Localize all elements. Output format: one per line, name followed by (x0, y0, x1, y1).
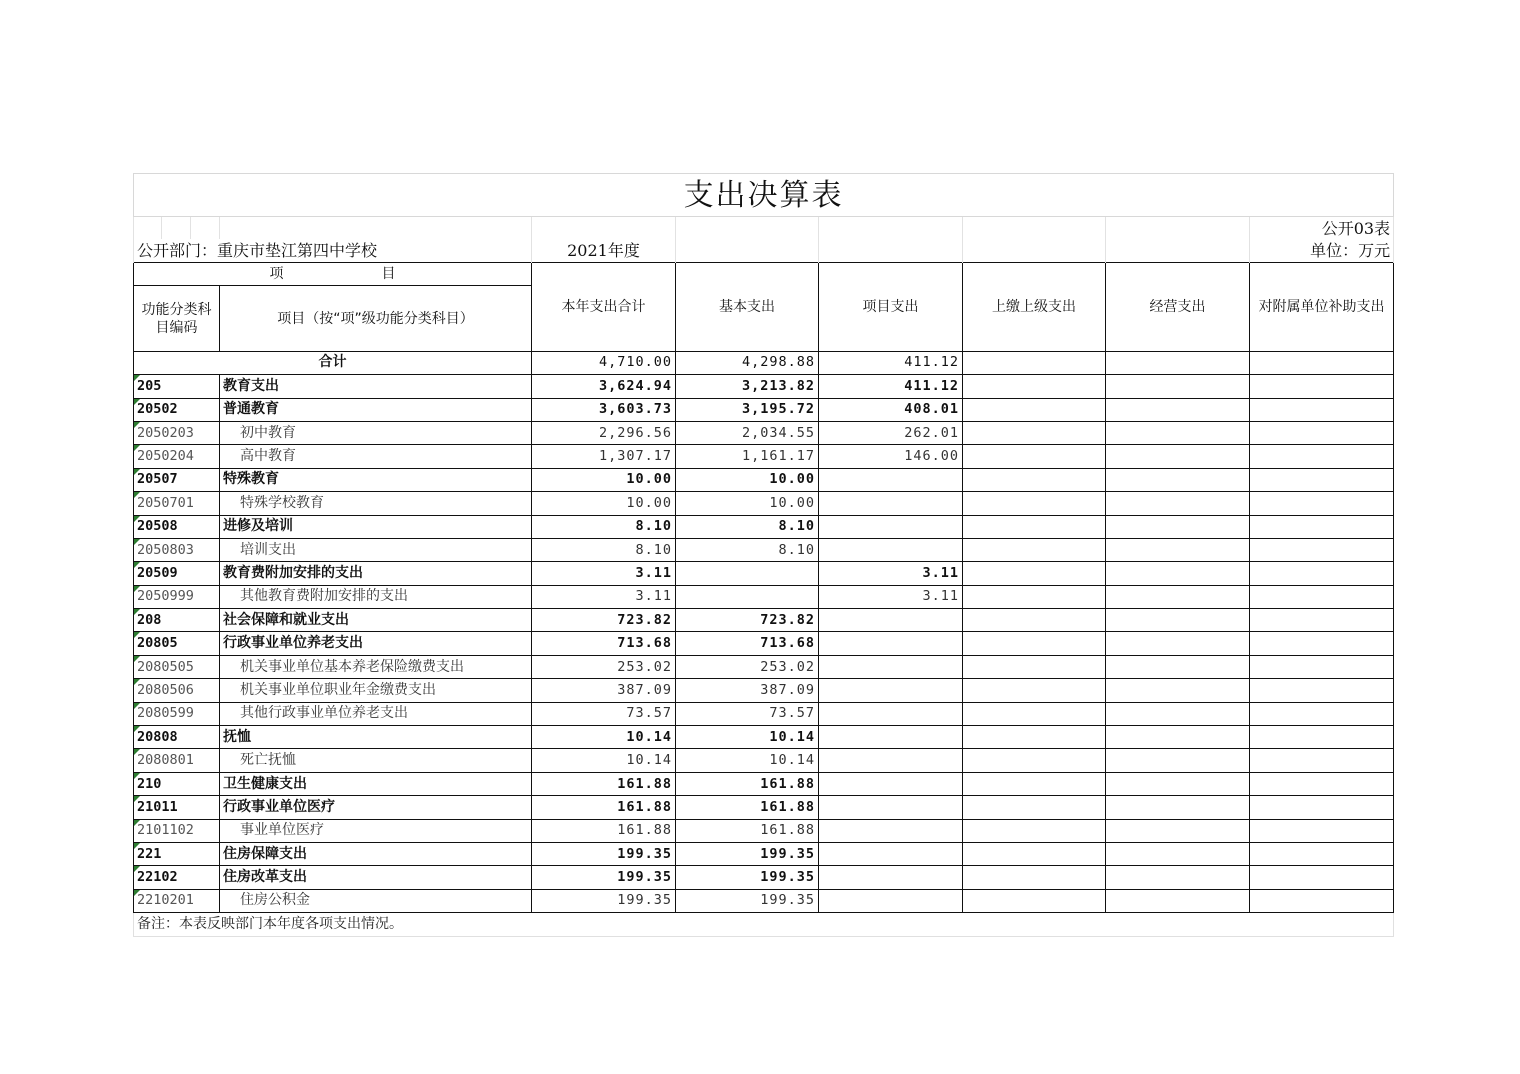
subject-code: 2101102 (134, 819, 220, 842)
subject-code: 22102 (134, 866, 220, 889)
header-project-group: 项 目 (134, 262, 532, 286)
amount-cell (1106, 492, 1250, 515)
subject-name (220, 538, 532, 561)
amount-cell (1250, 796, 1394, 819)
amount-cell (1106, 445, 1250, 468)
subject-name-text: 培训支出 (240, 541, 296, 558)
table-row (134, 819, 1394, 842)
amount-cell (963, 538, 1106, 561)
subject-name-text: 机关事业单位基本养老保险缴费支出 (240, 658, 464, 675)
subject-code: 20509 (134, 562, 220, 585)
amount-cell (819, 702, 963, 725)
amount-cell: 10.14 (532, 749, 676, 772)
amount-cell (963, 375, 1106, 398)
table-row (134, 796, 1394, 819)
table-row (134, 398, 1394, 421)
subject-name (220, 585, 532, 608)
amount-cell (1106, 889, 1250, 912)
table-row (134, 889, 1394, 912)
subject-name-text: 普通教育 (223, 401, 279, 418)
total-value (1106, 351, 1250, 374)
amount-cell (963, 655, 1106, 678)
subject-code: 2050701 (134, 492, 220, 515)
amount-cell (1250, 842, 1394, 865)
amount-cell: 2,034.55 (676, 421, 819, 444)
amount-cell: 3,195.72 (676, 398, 819, 421)
table-number: 公开03表 (1250, 217, 1394, 240)
table-row (134, 702, 1394, 725)
subject-code: 2210201 (134, 889, 220, 912)
table-row (134, 375, 1394, 398)
amount-cell (1250, 702, 1394, 725)
amount-cell: 3.11 (819, 562, 963, 585)
amount-cell (1106, 772, 1250, 795)
subject-name (220, 702, 532, 725)
subject-name-text: 行政事业单位医疗 (223, 798, 335, 815)
table-row (134, 749, 1394, 772)
table-row (134, 726, 1394, 749)
amount-cell (1106, 726, 1250, 749)
amount-cell: 199.35 (532, 866, 676, 889)
amount-cell: 10.00 (676, 468, 819, 491)
header-name-column: 项目（按“项”级功能分类科目） (220, 286, 532, 351)
subject-code: 2050999 (134, 585, 220, 608)
amount-cell (1106, 819, 1250, 842)
amount-cell: 10.00 (532, 468, 676, 491)
amount-cell (1106, 796, 1250, 819)
amount-cell: 199.35 (676, 866, 819, 889)
subject-name (220, 445, 532, 468)
subject-name-text: 机关事业单位职业年金缴费支出 (240, 681, 436, 698)
amount-cell: 199.35 (676, 842, 819, 865)
amount-cell (1250, 772, 1394, 795)
header-project-expense: 项目支出 (819, 262, 963, 351)
subject-code: 205 (134, 375, 220, 398)
amount-cell (819, 492, 963, 515)
subject-name-text: 抚恤 (223, 728, 251, 745)
amount-cell (1106, 749, 1250, 772)
table-row (134, 538, 1394, 561)
amount-cell (963, 889, 1106, 912)
total-row (134, 351, 1394, 374)
amount-cell (1250, 492, 1394, 515)
footnote: 备注：本表反映部门本年度各项支出情况。 (134, 913, 1394, 936)
subject-name-text: 特殊学校教育 (240, 494, 324, 511)
amount-cell (1250, 889, 1394, 912)
amount-cell (1250, 632, 1394, 655)
amount-cell (1250, 679, 1394, 702)
subject-code: 2050803 (134, 538, 220, 561)
amount-cell: 161.88 (676, 772, 819, 795)
subject-name-text: 社会保障和就业支出 (223, 611, 349, 628)
amount-cell (1250, 468, 1394, 491)
amount-cell (1106, 515, 1250, 538)
subject-name (220, 866, 532, 889)
subject-name (220, 889, 532, 912)
amount-cell: 2,296.56 (532, 421, 676, 444)
amount-cell (1106, 655, 1250, 678)
table-row (134, 655, 1394, 678)
amount-cell (963, 421, 1106, 444)
subject-code: 210 (134, 772, 220, 795)
subject-name-text: 进修及培训 (223, 518, 293, 535)
amount-cell: 161.88 (532, 819, 676, 842)
amount-cell: 253.02 (676, 655, 819, 678)
department-label: 公开部门：重庆市垫江第四中学校 (134, 239, 532, 262)
amount-cell: 8.10 (532, 515, 676, 538)
subject-name-text: 特殊教育 (223, 471, 279, 488)
amount-cell (819, 655, 963, 678)
subject-name-text: 教育支出 (223, 377, 279, 394)
amount-cell (1250, 398, 1394, 421)
amount-cell (819, 772, 963, 795)
page-title: 支出决算表 (134, 174, 1394, 217)
amount-cell: 161.88 (532, 772, 676, 795)
subject-code: 20808 (134, 726, 220, 749)
table-row (134, 468, 1394, 491)
amount-cell: 1,307.17 (532, 445, 676, 468)
amount-cell (819, 679, 963, 702)
subject-name (220, 796, 532, 819)
amount-cell: 199.35 (532, 842, 676, 865)
amount-cell (1106, 702, 1250, 725)
amount-cell (819, 726, 963, 749)
amount-cell (819, 889, 963, 912)
amount-cell (1106, 679, 1250, 702)
subject-name (220, 562, 532, 585)
amount-cell (1106, 538, 1250, 561)
amount-cell: 3.11 (819, 585, 963, 608)
subject-code: 2050204 (134, 445, 220, 468)
subject-name (220, 819, 532, 842)
amount-cell: 10.00 (676, 492, 819, 515)
subject-name-text: 其他行政事业单位养老支出 (240, 705, 408, 722)
amount-cell: 387.09 (532, 679, 676, 702)
subject-name (220, 609, 532, 632)
amount-cell: 408.01 (819, 398, 963, 421)
amount-cell (963, 702, 1106, 725)
table-row (134, 562, 1394, 585)
unit-label: 单位：万元 (1250, 239, 1394, 262)
subject-name-text: 住房保障支出 (223, 845, 307, 862)
subject-code: 221 (134, 842, 220, 865)
expenditure-table (133, 173, 1394, 937)
amount-cell (963, 632, 1106, 655)
subject-name-text: 行政事业单位养老支出 (223, 635, 363, 652)
amount-cell: 411.12 (819, 375, 963, 398)
subject-name-text: 住房公积金 (240, 892, 310, 909)
subject-code: 20502 (134, 398, 220, 421)
amount-cell (1106, 562, 1250, 585)
amount-cell (1250, 421, 1394, 444)
amount-cell (963, 445, 1106, 468)
subject-name-text: 其他教育费附加安排的支出 (240, 588, 408, 605)
amount-cell (1106, 609, 1250, 632)
amount-cell (819, 819, 963, 842)
subject-name-text: 卫生健康支出 (223, 775, 307, 792)
amount-cell (963, 796, 1106, 819)
amount-cell: 723.82 (532, 609, 676, 632)
subject-name (220, 726, 532, 749)
amount-cell: 146.00 (819, 445, 963, 468)
amount-cell (963, 515, 1106, 538)
header-code-column: 功能分类科目编码 (134, 286, 220, 351)
subject-code: 2080801 (134, 749, 220, 772)
subject-name (220, 679, 532, 702)
amount-cell: 199.35 (532, 889, 676, 912)
table-row (134, 866, 1394, 889)
subject-name-text: 住房改革支出 (223, 869, 307, 886)
amount-cell (819, 749, 963, 772)
amount-cell (963, 562, 1106, 585)
amount-cell (1250, 515, 1394, 538)
amount-cell (963, 609, 1106, 632)
amount-cell (1250, 819, 1394, 842)
table-row (134, 609, 1394, 632)
amount-cell: 8.10 (676, 538, 819, 561)
subject-name-text: 教育费附加安排的支出 (223, 564, 363, 581)
amount-cell: 10.14 (676, 726, 819, 749)
subject-code: 21011 (134, 796, 220, 819)
subject-name (220, 421, 532, 444)
table-row (134, 445, 1394, 468)
amount-cell (676, 585, 819, 608)
subject-name (220, 749, 532, 772)
amount-cell (963, 398, 1106, 421)
subject-name-text: 高中教育 (240, 448, 296, 465)
amount-cell (1250, 749, 1394, 772)
subject-name-text: 事业单位医疗 (240, 822, 324, 839)
subject-code: 208 (134, 609, 220, 632)
amount-cell (819, 538, 963, 561)
header-subsidy-expense: 对附属单位补助支出 (1250, 262, 1394, 351)
amount-cell (1106, 842, 1250, 865)
fiscal-year: 2021年度 (532, 239, 676, 262)
subject-name (220, 398, 532, 421)
amount-cell: 713.68 (676, 632, 819, 655)
amount-cell (1106, 375, 1250, 398)
subject-code: 2080506 (134, 679, 220, 702)
amount-cell (1250, 538, 1394, 561)
amount-cell (1250, 445, 1394, 468)
table-row (134, 515, 1394, 538)
total-value (1250, 351, 1394, 374)
total-label: 合计 (134, 351, 532, 374)
subject-code: 2080505 (134, 655, 220, 678)
amount-cell (1106, 585, 1250, 608)
subject-name (220, 842, 532, 865)
amount-cell: 10.14 (676, 749, 819, 772)
subject-name (220, 375, 532, 398)
amount-cell (963, 492, 1106, 515)
amount-cell (819, 515, 963, 538)
amount-cell: 1,161.17 (676, 445, 819, 468)
amount-cell: 8.10 (676, 515, 819, 538)
amount-cell (1106, 421, 1250, 444)
amount-cell (963, 772, 1106, 795)
amount-cell: 3,603.73 (532, 398, 676, 421)
total-value: 411.12 (819, 351, 963, 374)
subject-name-text: 死亡抚恤 (240, 752, 296, 769)
amount-cell: 3,213.82 (676, 375, 819, 398)
amount-cell (963, 749, 1106, 772)
amount-cell: 3.11 (532, 562, 676, 585)
amount-cell (819, 468, 963, 491)
amount-cell (963, 468, 1106, 491)
subject-name (220, 468, 532, 491)
amount-cell: 161.88 (676, 819, 819, 842)
amount-cell (1106, 866, 1250, 889)
table-row (134, 585, 1394, 608)
total-value: 4,298.88 (676, 351, 819, 374)
table-row (134, 492, 1394, 515)
amount-cell: 8.10 (532, 538, 676, 561)
amount-cell (1250, 655, 1394, 678)
amount-cell (819, 796, 963, 819)
subject-name (220, 492, 532, 515)
amount-cell: 10.14 (532, 726, 676, 749)
header-operating-expense: 经营支出 (1106, 262, 1250, 351)
subject-code: 2050203 (134, 421, 220, 444)
amount-cell (819, 632, 963, 655)
amount-cell: 73.57 (532, 702, 676, 725)
amount-cell (1250, 866, 1394, 889)
subject-code: 2080599 (134, 702, 220, 725)
subject-name-text: 初中教育 (240, 424, 296, 441)
subject-name (220, 772, 532, 795)
total-value: 4,710.00 (532, 351, 676, 374)
amount-cell (1106, 632, 1250, 655)
amount-cell (819, 842, 963, 865)
subject-code: 20507 (134, 468, 220, 491)
amount-cell (963, 842, 1106, 865)
table-row (134, 842, 1394, 865)
table-row (134, 679, 1394, 702)
amount-cell (819, 866, 963, 889)
amount-cell: 10.00 (532, 492, 676, 515)
amount-cell: 3,624.94 (532, 375, 676, 398)
amount-cell (963, 726, 1106, 749)
amount-cell (1250, 609, 1394, 632)
amount-cell: 3.11 (532, 585, 676, 608)
amount-cell: 723.82 (676, 609, 819, 632)
subject-name (220, 655, 532, 678)
table-row (134, 421, 1394, 444)
amount-cell: 253.02 (532, 655, 676, 678)
subject-name (220, 515, 532, 538)
amount-cell: 387.09 (676, 679, 819, 702)
amount-cell (1250, 585, 1394, 608)
amount-cell (1250, 562, 1394, 585)
amount-cell: 713.68 (532, 632, 676, 655)
amount-cell (963, 585, 1106, 608)
amount-cell: 73.57 (676, 702, 819, 725)
amount-cell (1106, 468, 1250, 491)
expenditure-sheet (133, 173, 1393, 937)
amount-cell: 161.88 (532, 796, 676, 819)
amount-cell: 262.01 (819, 421, 963, 444)
subject-code: 20508 (134, 515, 220, 538)
amount-cell (963, 679, 1106, 702)
header-total-expense: 本年支出合计 (532, 262, 676, 351)
amount-cell (963, 819, 1106, 842)
table-row (134, 632, 1394, 655)
amount-cell: 199.35 (676, 889, 819, 912)
subject-name (220, 632, 532, 655)
amount-cell (676, 562, 819, 585)
table-row (134, 772, 1394, 795)
header-basic-expense: 基本支出 (676, 262, 819, 351)
total-value (963, 351, 1106, 374)
amount-cell: 161.88 (676, 796, 819, 819)
amount-cell (1106, 398, 1250, 421)
amount-cell (819, 609, 963, 632)
header-remit-expense: 上缴上级支出 (963, 262, 1106, 351)
amount-cell (1250, 375, 1394, 398)
amount-cell (963, 866, 1106, 889)
subject-code: 20805 (134, 632, 220, 655)
amount-cell (1250, 726, 1394, 749)
